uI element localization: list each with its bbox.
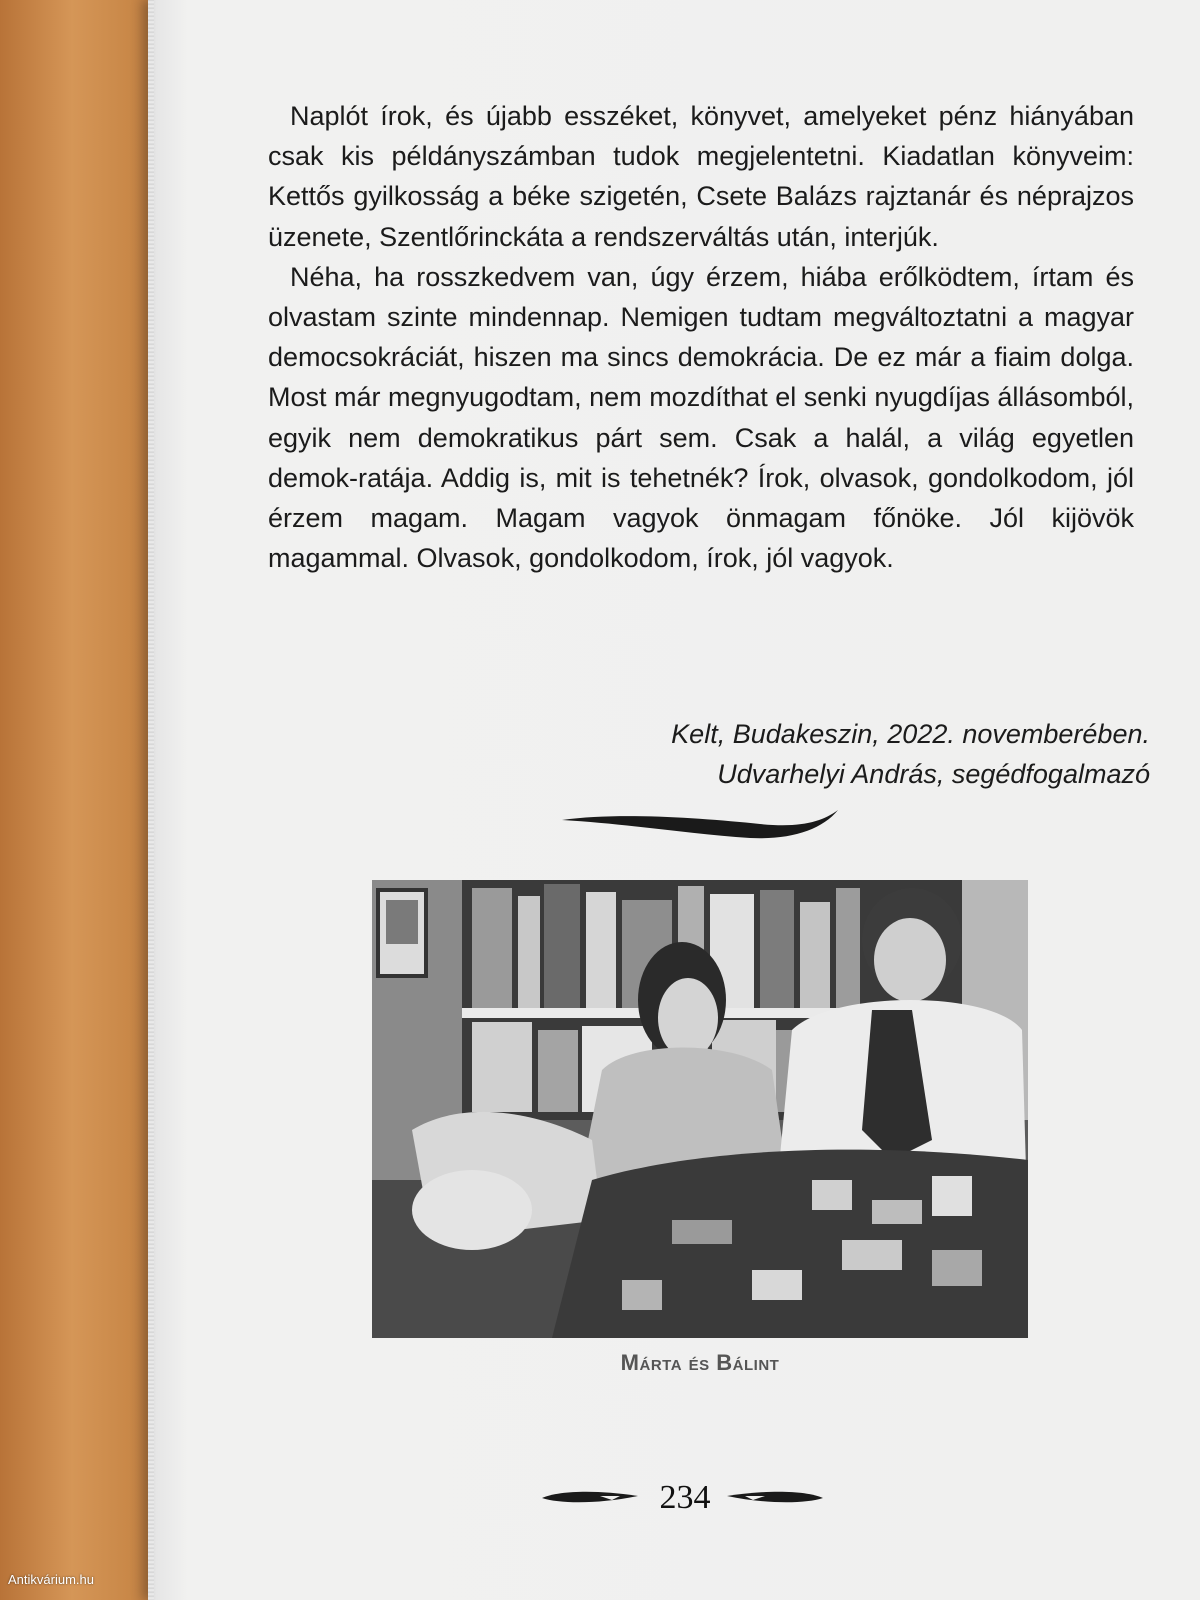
signature-author-line: Udvarhelyi András, segédfogalmazó (717, 759, 1150, 789)
paragraph-2: Néha, ha rosszkedvem van, úgy érzem, hiába erőlködtem, írtam és olvastam szinte mindennap. Nemigen tudtam megváltoztatni a magyar democsokráciát, hiszen ma sincs demokrácia. De ez már a fiaim dolga. Most már megnyugodtam, nem mozdíthat el senki nyugdíjas állásomból, egyik nem demokratikus párt sem. Csak a halál, a világ egyetlen demok-ratája. Addig is, mit is tehetnék? Írok, olvasok, gondolkodom, jól érzem magam. Magam vagyok önmagam főnöke. Jól kijövök magammal. Olvasok, gondolkodom, írok, jól vagyok. (268, 261, 1134, 574)
page-number: 234 (659, 1479, 711, 1516)
page-edge (148, 0, 154, 1600)
paragraph-1: Naplót írok, és újabb esszéket, könyvet, amelyeket pénz hiányában csak kis példányszámban tudok megjelentetni. Kiadatlan könyveim: Kettős gyilkosság a béke szigetén, Csete Balázs rajztanár és néprajzos üzenete, Szentlőrinckáta a rendszerváltás után, interjúk. (268, 101, 1134, 252)
signature-block (500, 714, 1150, 794)
table-surface (0, 0, 160, 1600)
swash-divider-icon (560, 808, 840, 844)
ornament-right-icon (725, 1488, 825, 1508)
ornament-left-icon (540, 1488, 640, 1508)
photograph (372, 880, 1028, 1338)
page-number-row (540, 1474, 830, 1524)
photo-caption: Márta és Bálint (620, 1350, 780, 1375)
watermark: Antikvárium.hu (8, 1572, 94, 1587)
signature-date-line: Kelt, Budakeszin, 2022. novemberében. (671, 719, 1150, 749)
photo-illustration (372, 880, 1028, 1338)
body-text (268, 96, 1134, 578)
